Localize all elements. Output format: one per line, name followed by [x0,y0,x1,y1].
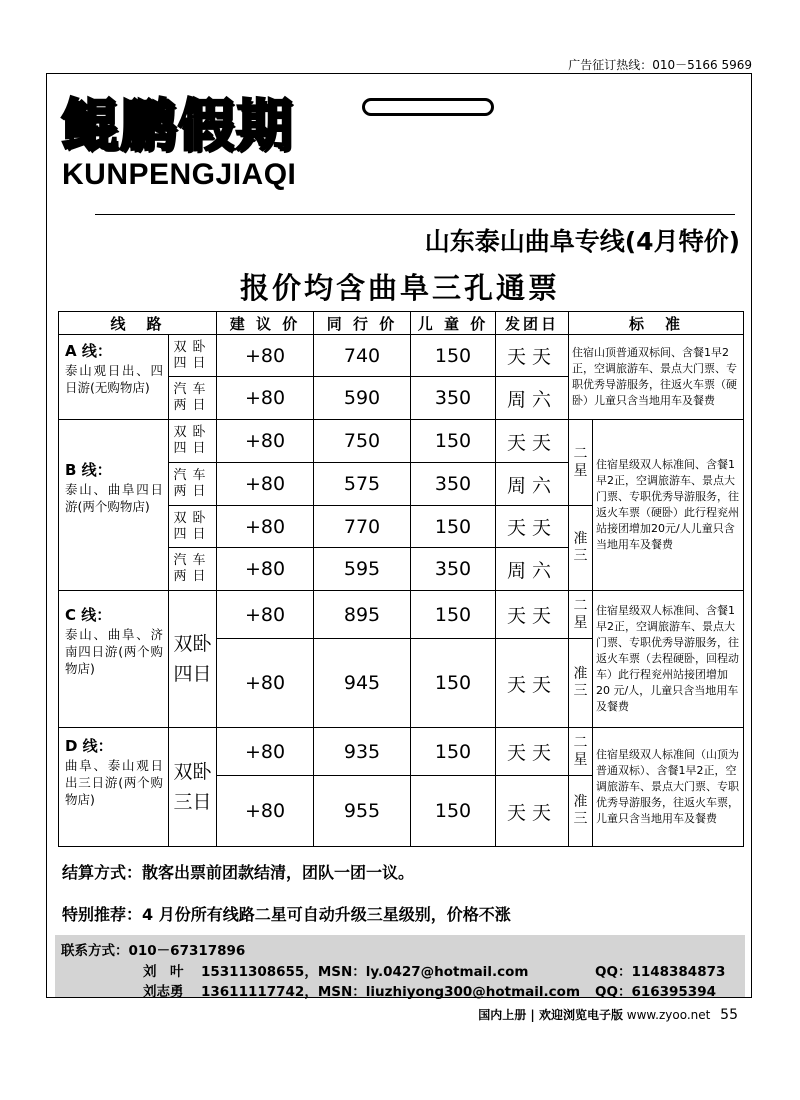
title-rule [95,214,735,215]
table-row [59,728,744,776]
route-name: A 线： [65,342,112,360]
sub-type: 汽车两日 [169,463,217,506]
sub-type: 汽车两日 [169,377,217,420]
headline: 报价均含曲阜三孔通票 [239,271,560,305]
sub-type: 双卧四日 [169,506,217,548]
peer-price: 895 [314,591,411,639]
child-price: 350 [411,463,496,506]
contact-label: 联系方式：010－67317896 [61,943,246,959]
peer-price: 955 [314,776,411,847]
depart-day: 天天 [496,506,569,548]
sub-type: 汽车两日 [169,548,217,591]
suggest-price: +80 [217,728,314,776]
suggest-price: +80 [217,591,314,639]
peer-price: 595 [314,548,411,591]
suggest-price: +80 [217,548,314,591]
header-suggest-price: 建 议 价 [217,312,314,335]
route-name: D 线： [65,737,113,755]
route-d [59,728,169,847]
child-price: 350 [411,377,496,420]
peer-price: 945 [314,639,411,728]
depart-day: 天天 [496,728,569,776]
grade-label: 准三 [569,776,593,847]
contact-phone-msn: 15311308655，MSN：ly.0427@hotmail.com [201,964,529,980]
route-a [59,335,169,420]
depart-day: 天天 [496,335,569,377]
sub-type: 双卧四日 [169,591,217,728]
peer-price: 770 [314,506,411,548]
contact-name: 刘 叶 [143,964,184,980]
sub-type: 双卧三日 [169,728,217,847]
price-table [58,311,744,847]
contact-qq: QQ：1148384873 [595,964,726,980]
sub-type: 双卧四日 [169,335,217,377]
child-price: 150 [411,420,496,463]
grade-label: 二星 [569,728,593,776]
standard-a: 住宿山顶普通双标间、含餐1早2正，空调旅游车、景点大门票、专职优秀导游服务，往返火车票（硬卧）儿童只含当地用车及餐费 [569,335,744,420]
peer-price: 590 [314,377,411,420]
recommend-note: 特别推荐：4 月份所有线路二星可自动升级三星级别，价格不涨 [62,905,511,924]
table-header-row [59,312,744,335]
route-b [59,420,169,591]
sub-type: 双卧四日 [169,420,217,463]
route-desc: 泰山、曲阜、济南四日游(两个购物店) [65,627,163,676]
standard-d: 住宿星级双人标准间（山顶为普通双标）、含餐1早2正，空调旅游车、景点大门票、专职优秀导游服务，往返火车票，儿童只含当地用车及餐费 [593,728,744,847]
route-desc: 曲阜、泰山观日出三日游(两个购物店) [65,758,163,807]
footer-section: 国内上册 | 欢迎浏览电子版 [478,1008,623,1022]
route-desc: 泰山观日出、四日游(无购物店) [65,363,163,395]
suggest-price: +80 [217,377,314,420]
grade-label: 准三 [569,639,593,728]
ad-hotline: 广告征订热线：010－5166 5969 [568,58,752,72]
child-price: 150 [411,776,496,847]
depart-day: 周六 [496,548,569,591]
depart-day: 天天 [496,776,569,847]
peer-price: 575 [314,463,411,506]
header-child-price: 儿 童 价 [411,312,496,335]
depart-day: 周六 [496,377,569,420]
table-row [59,335,744,377]
brand-english: KUNPENGJIAQI [62,158,297,191]
suggest-price: +80 [217,420,314,463]
grade-label: 二星 [569,420,593,506]
table-row [59,591,744,639]
child-price: 150 [411,639,496,728]
page-number: 55 [720,1007,738,1023]
suggest-price: +80 [217,639,314,728]
header-peer-price: 同 行 价 [314,312,411,335]
peer-price: 750 [314,420,411,463]
child-price: 150 [411,728,496,776]
standard-c: 住宿星级双人标准间、含餐1早2正，空调旅游车、景点大门票、专职优秀导游服务，往返火车票（去程硬卧，回程动车）此行程兖州站接团增加 20 元/人，儿童只含当地用车及餐费 [593,591,744,728]
header-route: 线 路 [59,312,217,335]
peer-price: 740 [314,335,411,377]
route-c [59,591,169,728]
suggest-price: +80 [217,463,314,506]
brand-dash-icon [362,98,494,116]
grade-label: 二星 [569,591,593,639]
child-price: 350 [411,548,496,591]
suggest-price: +80 [217,335,314,377]
depart-day: 天天 [496,639,569,728]
suggest-price: +80 [217,506,314,548]
standard-b: 住宿星级双人标准间、含餐1早2正，空调旅游车、景点大门票、专职优秀导游服务，往返火车票（硬卧）此行程兖州站接团增加20元/人儿童只含当地用车及餐费 [593,420,744,591]
contact-qq: QQ：616395394 [595,984,716,1000]
child-price: 150 [411,591,496,639]
route-name: C 线： [65,606,112,624]
depart-day: 天天 [496,420,569,463]
table-row [59,420,744,463]
peer-price: 935 [314,728,411,776]
footer-site: www.zyoo.net [626,1008,711,1022]
contact-name: 刘志勇 [143,984,184,1000]
subtitle: 山东泰山曲阜专线(4月特价) [424,227,740,256]
child-price: 150 [411,506,496,548]
contact-box [55,935,745,1000]
depart-day: 周六 [496,463,569,506]
child-price: 150 [411,335,496,377]
header-depart-day: 发团日 [496,312,569,335]
grade-label: 准三 [569,506,593,591]
page-footer [478,1006,738,1023]
route-name: B 线： [65,461,112,479]
contact-phone-msn: 13611117742，MSN：liuzhiyong300@hotmail.com [201,984,581,1000]
brand-logo: 鲲鹏假期 [62,94,294,159]
route-desc: 泰山、曲阜四日游(两个购物店) [65,482,163,514]
depart-day: 天天 [496,591,569,639]
suggest-price: +80 [217,776,314,847]
header-standard: 标 准 [569,312,744,335]
settlement-note: 结算方式：散客出票前团款结清，团队一团一议。 [62,863,415,882]
